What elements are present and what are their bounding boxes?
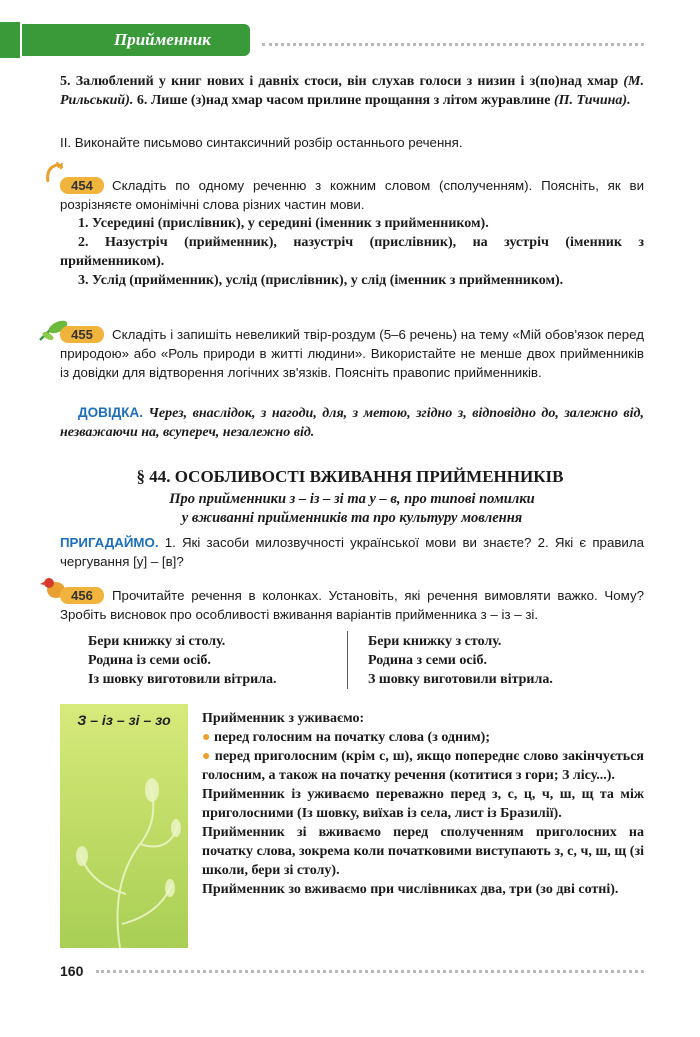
- exercise-454: [60, 176, 644, 214]
- exercise-456-text: Прочитайте речення в колонках. Установіть, які речення вимовляти важко. Чому? Зробіть висновок про особливості вживання варіантів прийменника з – із – зі.: [60, 588, 644, 622]
- recall-label: ПРИГАДАЙМО.: [60, 535, 159, 550]
- exercise-number-badge: 454: [60, 177, 104, 194]
- header-accent-bar: [0, 22, 20, 58]
- author-rylskyi: (М. Рильський).: [60, 74, 645, 108]
- header-dotted-rule: [262, 43, 644, 46]
- bullet-icon: ●: [202, 749, 215, 764]
- right-sentence: Бери книжку з столу.: [368, 634, 502, 649]
- sentence-6: 6. Лише (з)над хмар часом прилине прощання з літом журавлине: [136, 93, 551, 108]
- exercise-454-text: Складіть по одному реченню з кожним словом (сполученням). Поясніть, як ви розрізняєте омонімічні слова різних частин мови.: [60, 178, 644, 212]
- exercise-455: [60, 325, 644, 382]
- left-sentence: Родина із семи осіб.: [88, 653, 211, 668]
- top-paragraph: [60, 72, 644, 110]
- rule-zo: Прийменник зо вживаємо при числівниках два, три (зо дві сотні).: [202, 882, 619, 897]
- right-sentence: Родина з семи осіб.: [368, 653, 487, 668]
- sentence-5: 5. Залюблений у книг нових і давніх стоси, він слухав голоси з низин і з(по)над хмар: [60, 74, 619, 89]
- left-sentence: Із шовку виготовили вітрила.: [88, 672, 277, 687]
- reference-text: Через, внаслідок, з нагоди, для, з метою, згідно з, відповідно до, залежно від, незважаючи на, всупереч, незалежно від.: [60, 406, 644, 440]
- rule-text: [202, 709, 644, 899]
- rule-zi: Прийменник зі вживаємо перед сполученням приголосних на початку слова, зокрема коли початковими виступають з, с, ч, ш, щ (зі школи, бери зі столу).: [202, 825, 644, 878]
- chapter-title: Прийменник: [114, 30, 211, 49]
- task-ii: II. Виконайте письмово синтаксичний розбір останнього речення.: [60, 135, 463, 150]
- section-title: § 44. ОСОБЛИВОСТІ ВЖИВАННЯ ПРИЙМЕННИКІВ: [136, 467, 564, 486]
- rule-sidebar: [60, 704, 188, 948]
- footer-dotted-rule: [96, 970, 644, 973]
- subtitle-line-2: у вживанні прийменників та про культуру мовлення: [181, 510, 523, 526]
- right-sentence: З шовку виготовили вітрила.: [368, 672, 553, 687]
- ex454-line3: 3. Услід (прийменник), услід (прислівник), у слід (іменник з прийменником).: [78, 273, 564, 288]
- rule-item: ● перед голосним на початку слова (з одним);: [202, 730, 490, 745]
- section-subtitle: [60, 490, 644, 528]
- exercise-number-badge: 455: [60, 326, 104, 343]
- bullet-icon: ●: [202, 730, 214, 745]
- ex454-line1: 1. Усередині (прислівник), у середині (іменник з прийменником).: [78, 216, 489, 231]
- rule-heading: Прийменник з уживаємо:: [202, 711, 365, 726]
- floral-ornament: [60, 764, 188, 948]
- rule-item: ● перед приголосним (крім с, ш), якщо попереднє слово закінчується голосним, а також на початку речення (котитися з гори; З лісу...).: [202, 749, 644, 783]
- column-divider: [347, 631, 348, 689]
- exercise-456: [60, 586, 644, 624]
- reference-label: ДОВІДКА.: [78, 405, 143, 420]
- left-sentence: Бери книжку зі столу.: [88, 634, 226, 649]
- rule-iz: Прийменник із уживаємо переважно перед з, с, ц, ч, ш, щ та між приголосними (Із шовку, виїхав із села, лист із Бразилії).: [202, 787, 644, 821]
- rule-label: З – із – зі – зо: [77, 712, 171, 728]
- right-column: [368, 632, 553, 689]
- left-column: [88, 632, 277, 689]
- page-number: 160: [60, 963, 84, 979]
- recall-text: 1. Які засоби милозвучності української мови ви знаєте? 2. Які є правила чергування [у] – [в]?: [60, 535, 644, 569]
- subtitle-line-1: Про прийменники з – із – зі та у – в, про типові помилки: [169, 491, 535, 507]
- chapter-header: [22, 24, 250, 56]
- exercise-455-text: Складіть і запишіть невеликий твір-роздум (5–6 речень) на тему «Мій обов'язок перед природою» або «Роль природи в житті людини». Використайте не менше двох прийменників із довідки для відтворення логічних зв'язків. Поясніть правопис прийменників.: [60, 327, 644, 380]
- reference-block: [60, 403, 644, 442]
- recall-block: [60, 533, 644, 571]
- exercise-number-badge: 456: [60, 587, 104, 604]
- ex454-line2: 2. Назустріч (прийменник), назустріч (прислівник), на зустріч (іменник з прийменником).: [60, 235, 644, 269]
- author-tychyna: (П. Тичина).: [553, 93, 631, 108]
